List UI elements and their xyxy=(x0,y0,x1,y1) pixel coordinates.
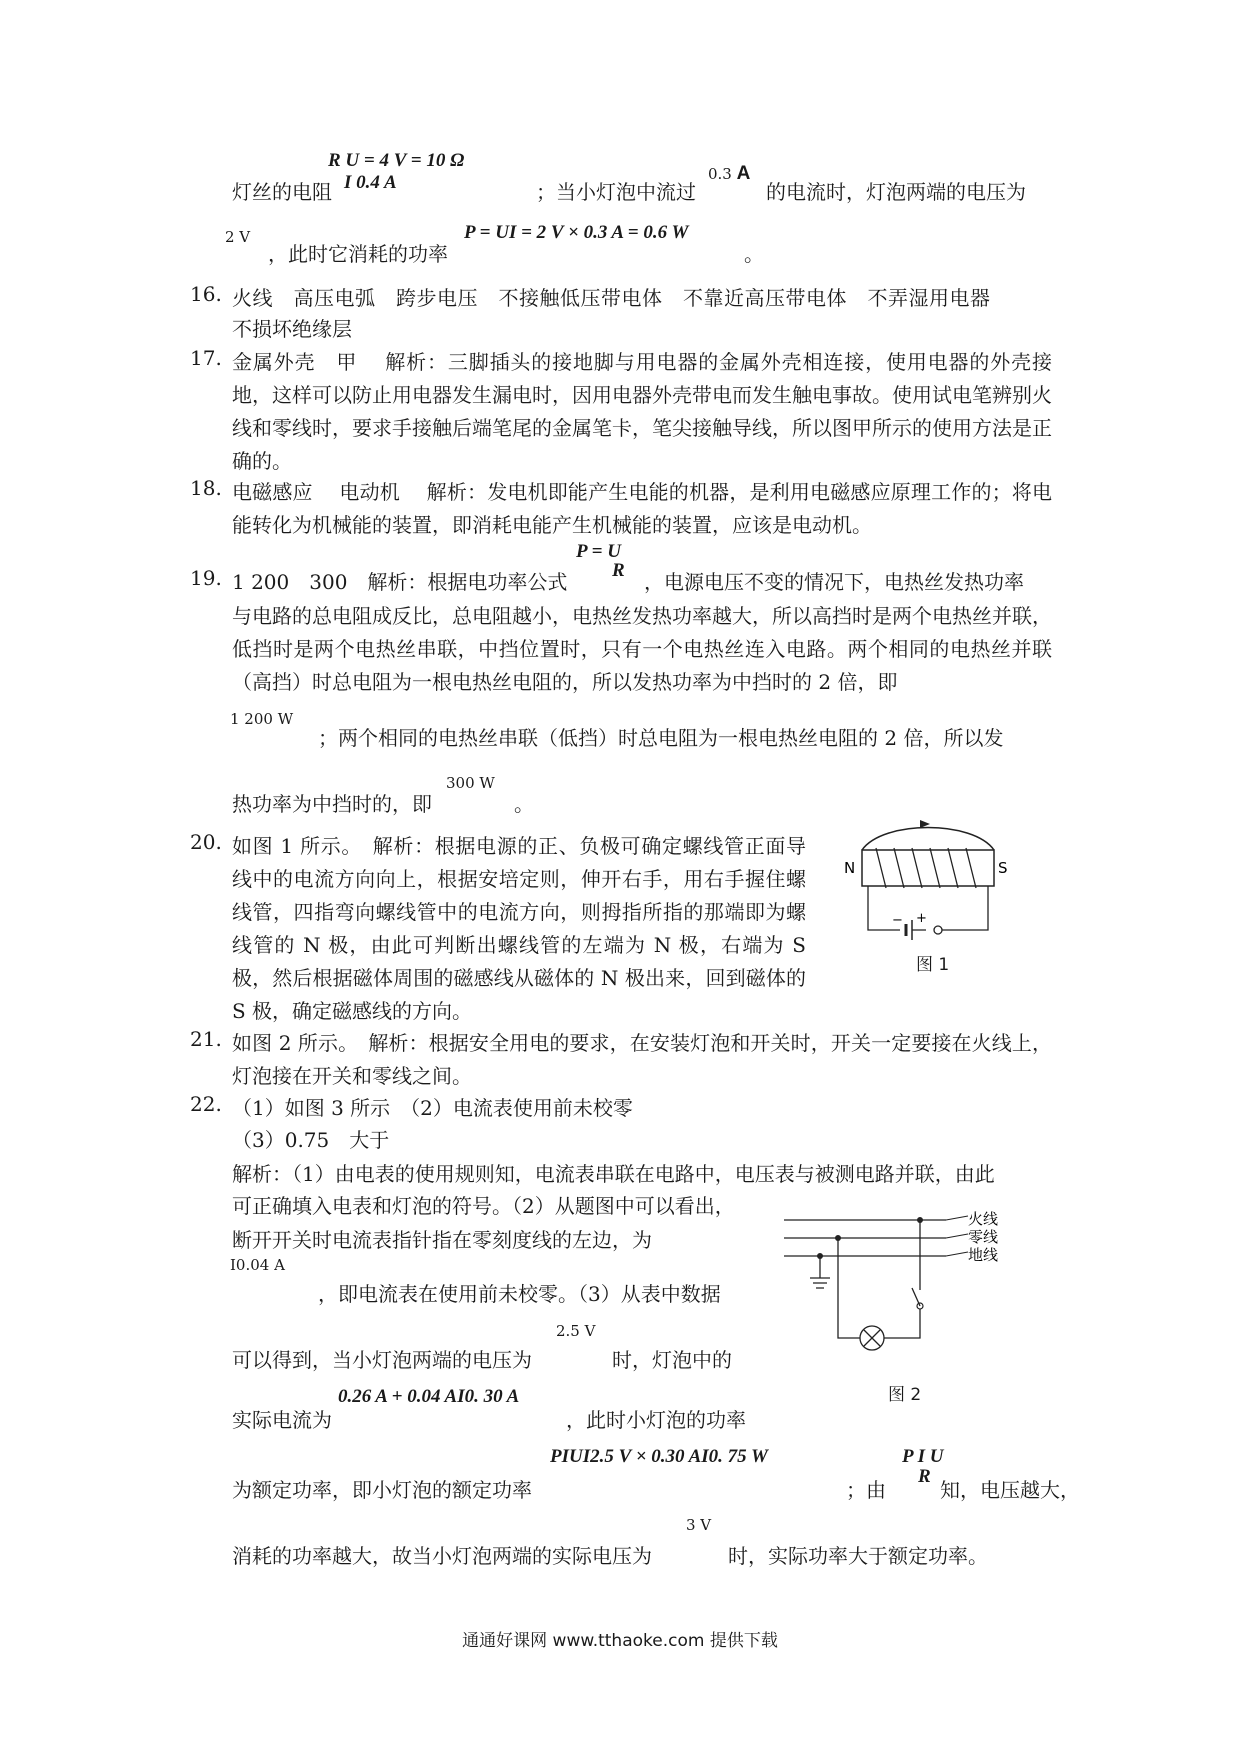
q19-line1-prefix: 1 200 300 解析：根据电功率公式 xyxy=(232,570,568,594)
q22-analysis-line5-suffix: 时，灯泡中的 xyxy=(612,1348,732,1372)
neutral-wire-label: 零线 xyxy=(968,1228,999,1246)
figure-2-caption: 图 2 xyxy=(888,1385,922,1405)
q19-line1-suffix: ，电源电压不变的情况下，电热丝发热功率 xyxy=(644,570,1024,594)
q19-value-300: 300 W xyxy=(446,774,495,792)
q22-p-formula-top: P I U xyxy=(902,1446,944,1467)
q19-number: 19. xyxy=(190,566,222,590)
q22-analysis-line5-prefix: 可以得到，当小灯泡两端的电压为 xyxy=(232,1348,532,1372)
switch-terminal xyxy=(934,926,942,934)
pole-n-label: N xyxy=(844,859,856,877)
q15-line2-middle: ，此时它消耗的功率 xyxy=(268,242,448,266)
ground-wire-label: 地线 xyxy=(968,1246,999,1264)
switch-lever xyxy=(912,1288,920,1306)
q15-resistance-formula-bottom: I 0.4 A xyxy=(344,172,397,193)
q21-number: 21. xyxy=(190,1027,222,1051)
q22-power-formula: PIUI2.5 V × 0.30 AI0. 75 W xyxy=(550,1446,768,1467)
live-wire-label: 火线 xyxy=(968,1210,999,1228)
q17-text: 金属外壳 甲 解析：三脚插头的接地脚与用电器的金属外壳相连接，使用电器的外壳接地，这样可以防止用电器发生漏电时，因用电器外壳带电而发生触电事故。使用试电笔辨别火线和零线时，要求手接触后端笔尾的金属笔卡，笔尖接触导线，所以图甲所示的使用方法是正确的。 xyxy=(232,350,1052,473)
q19-formula-bottom: R xyxy=(612,560,625,581)
figure-2-household-circuit xyxy=(784,1208,1020,1360)
q22-p-formula-bottom: R xyxy=(918,1466,931,1487)
pole-s-label: S xyxy=(998,859,1008,877)
q16-line1: 火线 高压电弧 跨步电压 不接触低压带电体 不靠近高压带电体 不弄湿用电器 xyxy=(232,286,991,310)
circuit-wire xyxy=(868,886,988,930)
q15-current-value: 0.3 A xyxy=(708,163,751,184)
q16-number: 16. xyxy=(190,282,222,306)
solenoid-coil xyxy=(876,848,976,888)
q22-analysis-line7-middle: ；由 xyxy=(846,1478,886,1502)
q15-power-formula: P = UI = 2 V × 0.3 A = 0.6 W xyxy=(464,222,689,243)
q19-line6-end: 。 xyxy=(514,792,534,816)
q22-analysis-line6-prefix: 实际电流为 xyxy=(232,1408,332,1432)
q22-analysis-line7-prefix: 为额定功率，即小灯泡的额定功率 xyxy=(232,1478,532,1502)
q15-line1-middle: ；当小灯泡中流过 xyxy=(536,180,696,204)
q18-text: 电磁感应 电动机 解析：发电机即能产生电能的机器，是利用电磁感应原理工作的；将电能转化为机械能的装置，即消耗电能产生机械能的装置，应该是电动机。 xyxy=(232,480,1052,537)
q20-number: 20. xyxy=(190,830,222,854)
q22-current-formula: 0.26 A + 0.04 AI0. 30 A xyxy=(338,1386,520,1407)
q15-line1-prefix: 灯丝的电阻 xyxy=(232,180,332,204)
figure-1-caption: 图 1 xyxy=(916,955,950,975)
label-leader-lines xyxy=(946,1216,968,1256)
q22-value-004: I0.04 A xyxy=(230,1256,285,1274)
q15-current-unit: A xyxy=(736,163,751,184)
q22-analysis-line8-prefix: 消耗的功率越大，故当小灯泡两端的实际电压为 xyxy=(232,1544,652,1568)
figure-1-solenoid-diagram xyxy=(838,812,1018,964)
q21-text: 如图 2 所示。 解析：根据安全用电的要求，在安装灯泡和开关时，开关一定要接在火线上，灯泡接在开关和零线之间。 xyxy=(232,1031,1052,1088)
q15-resistance-formula-top: R U = 4 V = 10 Ω xyxy=(328,150,465,171)
q19-body: 与电路的总电阻成反比，总电阻越小，电热丝发热功率越大，所以高挡时是两个电热丝并联，低挡时是两个电热丝串联，中挡位置时，只有一个电热丝连入电路。两个相同的电热丝并联（高挡）时总电阻为一根电热丝电阻的，所以发热功率为中挡时的 2 倍，即 xyxy=(232,604,1052,694)
q22-analysis-line6-suffix: ，此时小灯泡的功率 xyxy=(566,1408,746,1432)
q20-text: 如图 1 所示。 解析：根据电源的正、负极可确定螺线管正面导线中的电流方向向上，根据安培定则，伸开右手，用右手握住螺线管，四指弯向螺线管中的电流方向，则拇指所指的那端即为螺线管的 N 极，由此可判断出螺线管的左端为 N 极，右端为 S 极，然后根据磁体周围的磁感线从磁体的 N 极出来，回到磁体的 S 极，确定磁感线的方向。 xyxy=(232,834,806,1023)
q15-line1-suffix: 的电流时，灯泡两端的电压为 xyxy=(766,180,1026,204)
battery-minus-sign: − xyxy=(892,913,903,928)
q22-analysis-line4: ，即电流表在使用前未校零。（3）从表中数据 xyxy=(318,1282,721,1306)
q19-line5: ；两个相同的电热丝串联（低挡）时总电阻为一根电热丝电阻的 2 倍，所以发 xyxy=(318,726,1004,750)
q22-analysis-line1: 解析：（1）由电表的使用规则知，电流表串联在电路中，电压表与被测电路并联，由此 xyxy=(232,1162,995,1186)
q22-answer-line1: （1）如图 3 所示 （2）电流表使用前未校零 xyxy=(232,1096,633,1120)
q16-line2: 不损坏绝缘层 xyxy=(232,317,352,341)
earth-connection xyxy=(810,1256,830,1288)
q22-answer-line2: （3）0.75 大于 xyxy=(232,1128,390,1152)
q19-value-1200: 1 200 W xyxy=(230,710,294,728)
q19-line6-prefix: 热功率为中挡时的，即 xyxy=(232,792,432,816)
q22-analysis-line7-suffix: 知，电压越大， xyxy=(940,1478,1080,1502)
q19-formula-top: P = U xyxy=(576,541,621,562)
page-footer: 通通好课网 www.tthaoke.com 提供下载 xyxy=(462,1631,778,1651)
q17-number: 17. xyxy=(190,346,222,370)
q22-analysis-line3: 断开开关时电流表指针指在零刻度线的左边，为 xyxy=(232,1228,652,1252)
q22-analysis-line8-suffix: 时，实际功率大于额定功率。 xyxy=(728,1544,988,1568)
q15-voltage-value: 2 V xyxy=(225,228,251,246)
q18-number: 18. xyxy=(190,476,222,500)
q15-line2-end: 。 xyxy=(744,242,764,266)
q22-analysis-line2: 可正确填入电表和灯泡的符号。（2）从题图中可以看出， xyxy=(232,1194,735,1218)
battery-plus-sign: + xyxy=(916,911,927,926)
q22-number: 22. xyxy=(190,1092,222,1116)
q22-value-25v: 2.5 V xyxy=(556,1322,596,1340)
magnetic-field-line xyxy=(862,828,994,851)
q22-value-3v: 3 V xyxy=(686,1516,712,1534)
